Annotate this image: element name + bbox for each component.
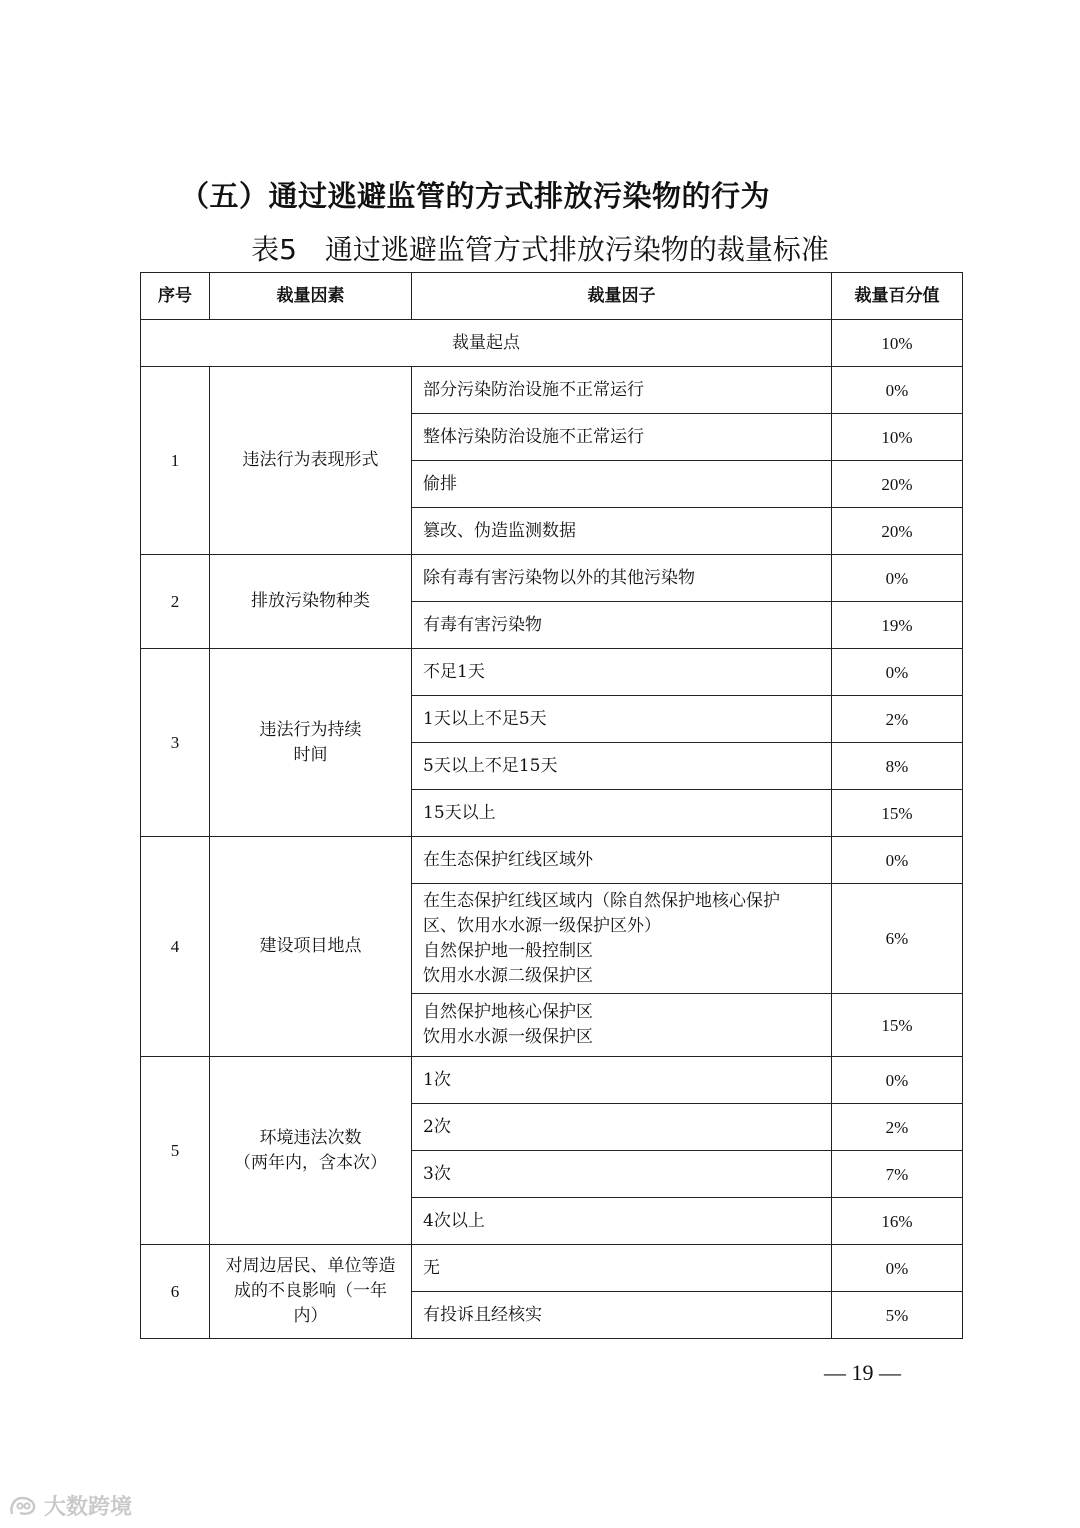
group-no: 1 xyxy=(141,367,210,555)
item-value: 2% xyxy=(832,696,963,743)
page-number: — 19 — xyxy=(824,1360,901,1385)
item-value: 0% xyxy=(832,367,963,414)
watermark-logo-icon xyxy=(8,1494,38,1518)
item-value: 5% xyxy=(832,1292,963,1339)
start-value: 10% xyxy=(832,320,963,367)
item-label: 除有毒有害污染物以外的其他污染物 xyxy=(412,555,832,602)
item-value: 16% xyxy=(832,1198,963,1245)
header-percent: 裁量百分值 xyxy=(832,273,963,320)
item-label: 5天以上不足15天 xyxy=(412,743,832,790)
item-label: 2次 xyxy=(412,1104,832,1151)
item-label: 无 xyxy=(412,1245,832,1292)
table-header-row xyxy=(141,273,963,320)
group-no: 2 xyxy=(141,555,210,649)
item-value: 0% xyxy=(832,555,963,602)
group-factor: 违法行为表现形式 xyxy=(210,367,412,555)
item-label: 整体污染防治设施不正常运行 xyxy=(412,414,832,461)
table-row xyxy=(141,837,963,884)
item-value: 6% xyxy=(832,884,963,994)
item-value: 0% xyxy=(832,1245,963,1292)
item-value: 0% xyxy=(832,837,963,884)
item-value: 7% xyxy=(832,1151,963,1198)
item-label: 15天以上 xyxy=(412,790,832,837)
item-value: 20% xyxy=(832,461,963,508)
item-label: 偷排 xyxy=(412,461,832,508)
table-row xyxy=(141,1245,963,1292)
item-label: 篡改、伪造监测数据 xyxy=(412,508,832,555)
group-factor: 违法行为持续 时间 xyxy=(210,649,412,837)
item-value: 15% xyxy=(832,994,963,1057)
group-factor: 环境违法次数 （两年内，含本次） xyxy=(210,1057,412,1245)
header-no: 序号 xyxy=(141,273,210,320)
item-label: 有毒有害污染物 xyxy=(412,602,832,649)
group-no: 4 xyxy=(141,837,210,1057)
item-label: 在生态保护红线区域内（除自然保护地核心保护 区、饮用水水源一级保护区外） 自然保护地一般控制区 饮用水水源二级保护区 xyxy=(412,884,832,994)
table-row xyxy=(141,1057,963,1104)
item-value: 20% xyxy=(832,508,963,555)
penalty-standard-table xyxy=(140,272,963,1339)
item-value: 0% xyxy=(832,649,963,696)
item-label: 4次以上 xyxy=(412,1198,832,1245)
item-label: 在生态保护红线区域外 xyxy=(412,837,832,884)
item-label: 1天以上不足5天 xyxy=(412,696,832,743)
item-label: 3次 xyxy=(412,1151,832,1198)
item-label: 部分污染防治设施不正常运行 xyxy=(412,367,832,414)
item-value: 8% xyxy=(832,743,963,790)
header-item: 裁量因子 xyxy=(412,273,832,320)
table-row xyxy=(141,649,963,696)
group-factor: 对周边居民、单位等造 成的不良影响（一年 内） xyxy=(210,1245,412,1339)
group-no: 6 xyxy=(141,1245,210,1339)
table-row xyxy=(141,367,963,414)
item-label: 自然保护地核心保护区 饮用水水源一级保护区 xyxy=(412,994,832,1057)
header-factor: 裁量因素 xyxy=(210,273,412,320)
start-row xyxy=(141,320,963,367)
watermark-text: 大数跨境 xyxy=(44,1495,133,1520)
group-factor: 建设项目地点 xyxy=(210,837,412,1057)
item-value: 0% xyxy=(832,1057,963,1104)
table-caption: 表5 通过逃避监管方式排放污染物的裁量标准 xyxy=(251,233,829,266)
group-factor: 排放污染物种类 xyxy=(210,555,412,649)
start-label: 裁量起点 xyxy=(141,320,832,367)
table-row xyxy=(141,555,963,602)
section-heading: （五）通过逃避监管的方式排放污染物的行为 xyxy=(180,179,771,213)
item-label: 1次 xyxy=(412,1057,832,1104)
item-value: 10% xyxy=(832,414,963,461)
item-value: 2% xyxy=(832,1104,963,1151)
item-label: 不足1天 xyxy=(412,649,832,696)
item-value: 19% xyxy=(832,602,963,649)
item-label: 有投诉且经核实 xyxy=(412,1292,832,1339)
group-no: 5 xyxy=(141,1057,210,1245)
group-no: 3 xyxy=(141,649,210,837)
item-value: 15% xyxy=(832,790,963,837)
watermark xyxy=(8,1490,132,1521)
